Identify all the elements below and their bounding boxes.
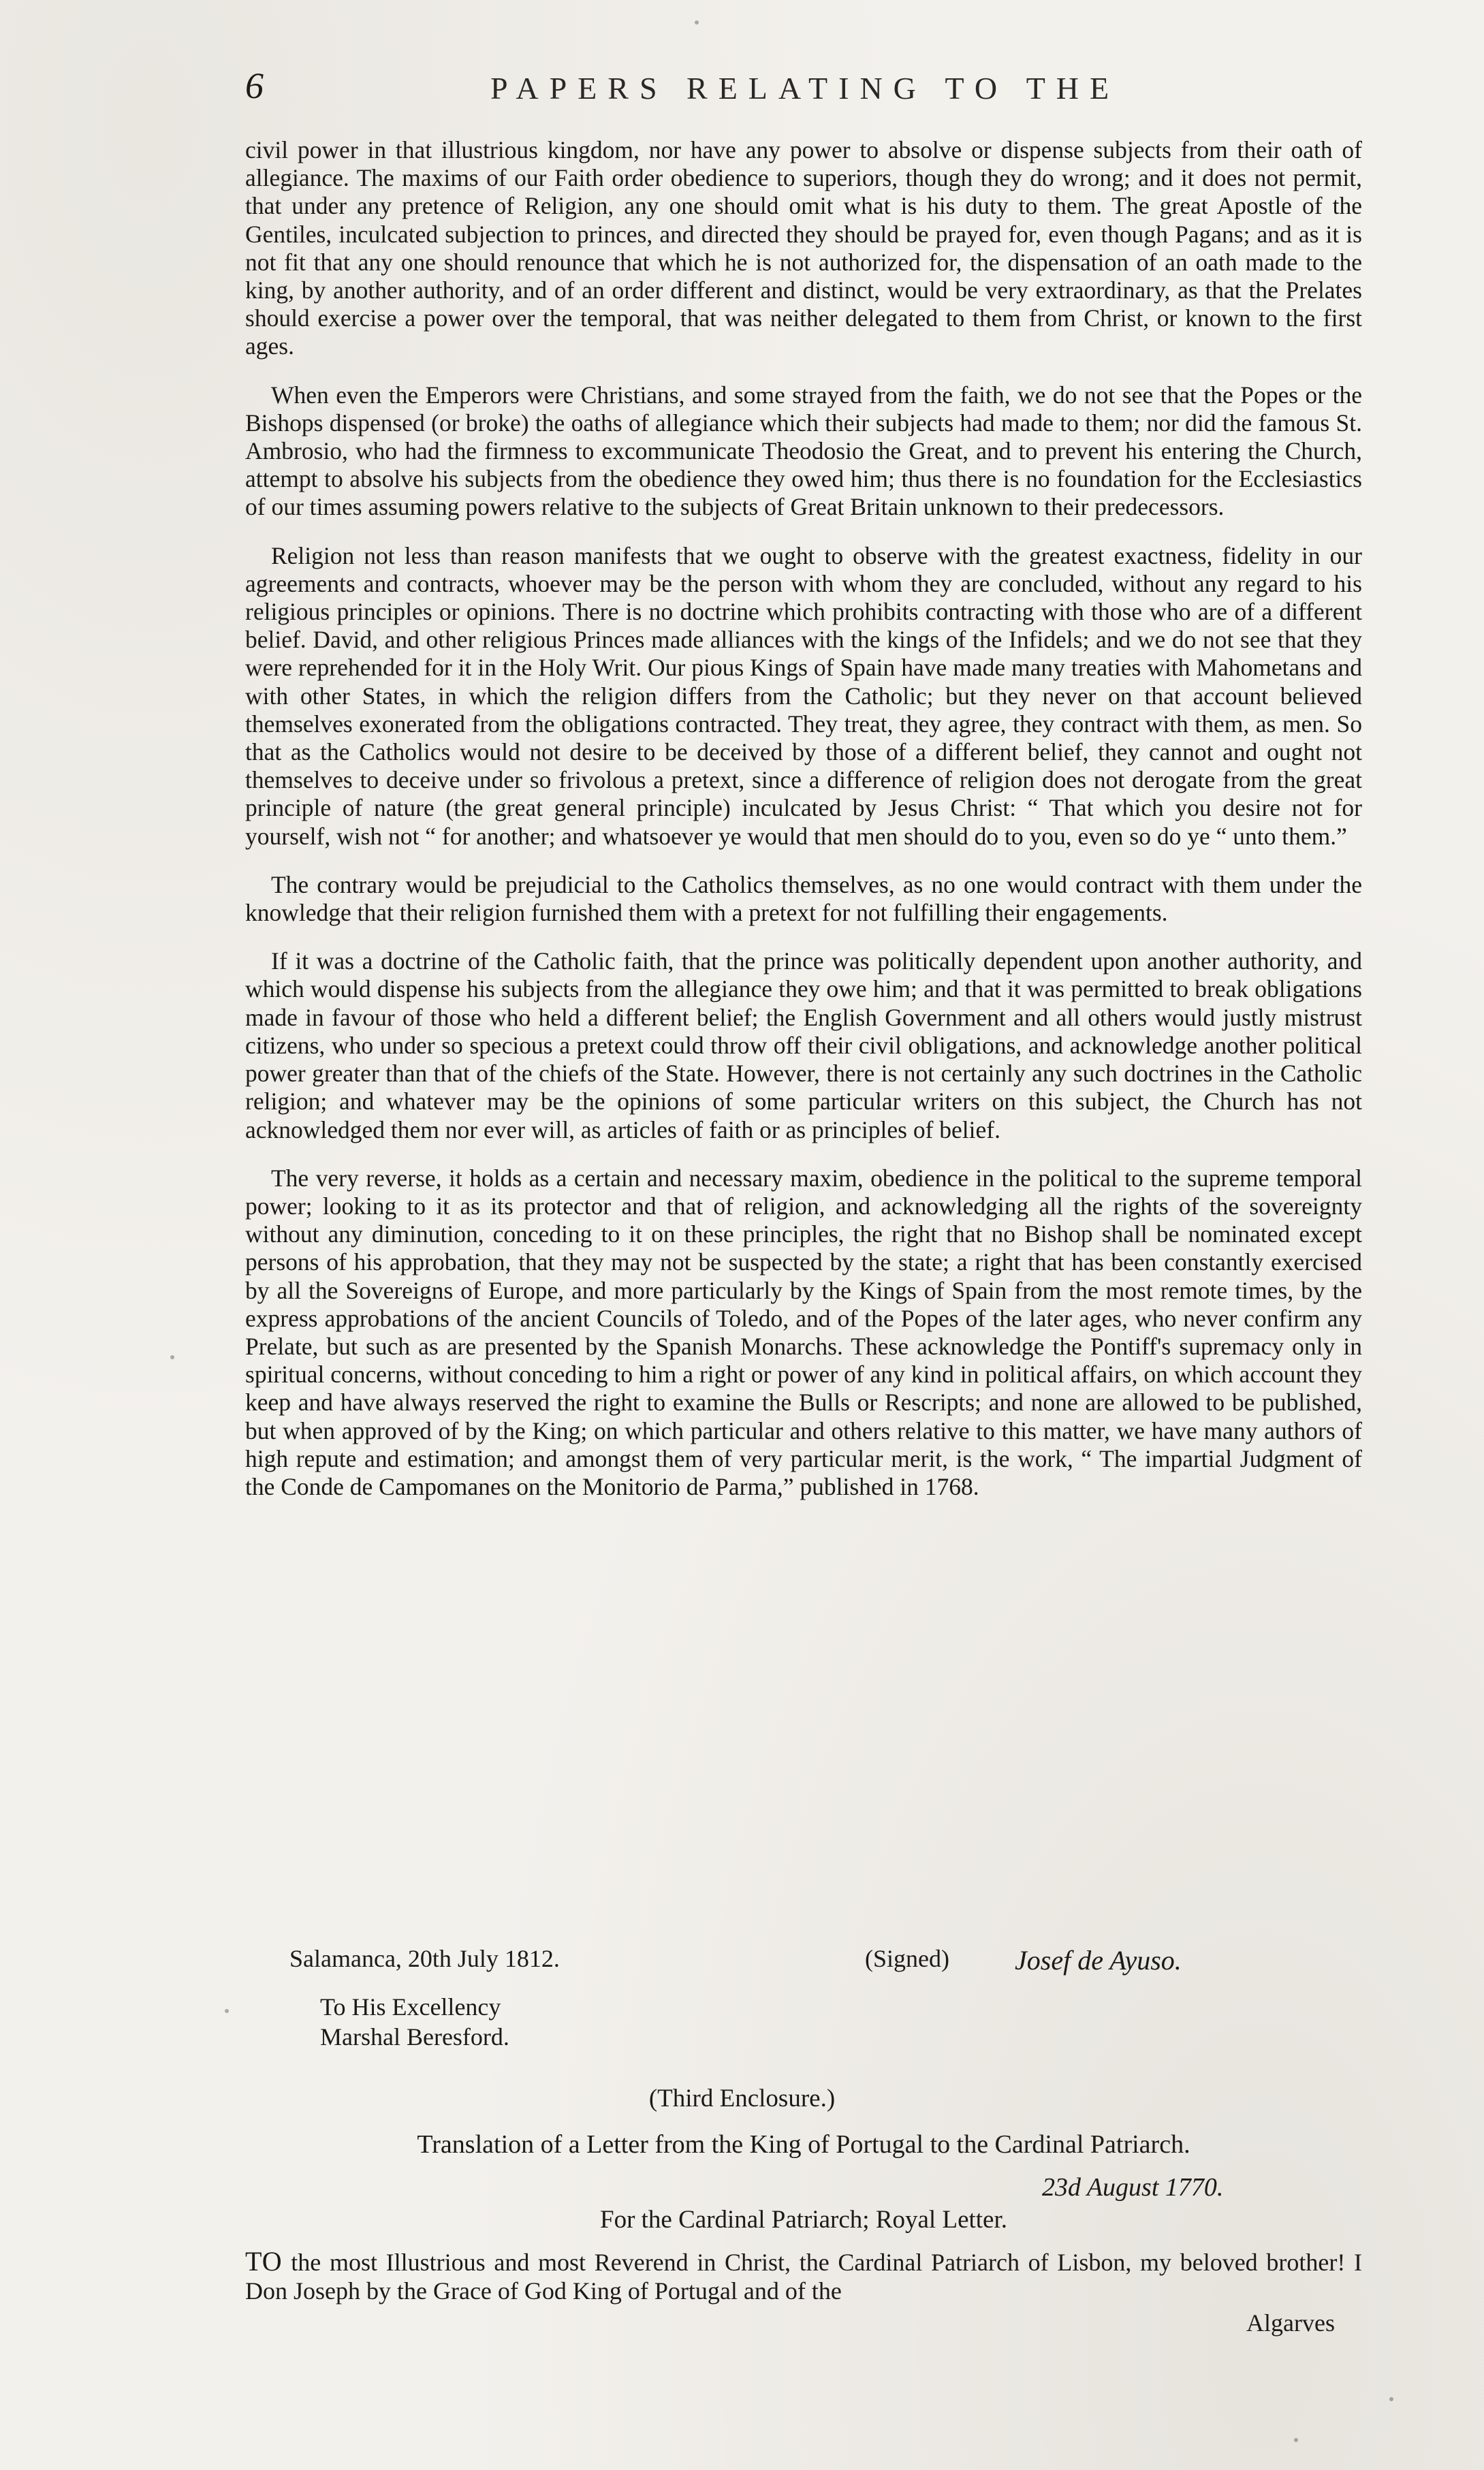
signature-name: Josef de Ayuso. (1015, 1945, 1182, 1976)
enclosure-title: (Third Enclosure.) (648, 2085, 836, 2112)
addressee-line-2: Marshal Beresford. (320, 2023, 509, 2051)
signature-block (245, 1944, 1362, 1977)
paragraph-reverse: The very reverse, it holds as a certain and necessary maxim, obedience in the political to the supreme temporal power; looking to it as its protector and that of religion, and acknowledging all the rights of the sovereignty without any diminution, conceding to it on these principles, the right that no Bishop shall be nominated except persons of his approbation, that they may not be suspected by the state; a right that has been constantly exercised by all the Sovereigns of Europe, and more particularly by the Kings of Spain from the most remote times, by the express approbations of the ancient Councils of Toledo, and of the Popes of the later ages, who never confirm any Prelate, but such as are presented by the Spanish Monarchs. These acknowledge the Pontiff's supremacy only in spiritual concerns, without conceding to him a right or power of any kind in political affairs, on which account they keep and have always reserved the right to examine the Bulls or Rescripts; and none are allowed to be published, but when approved of by the King; on which particular and others relative to this matter, we have many authors of high repute and estimation; and amongst them of very particular merit, is the work, “ The impartial Judgment of the Conde de Campomanes on the Monitorio de Parma,” published in 1768. (245, 1164, 1362, 1500)
paper-speck (695, 20, 699, 25)
paragraph-continuation: civil power in that illustrious kingdom, nor have any power to absolve or dispense subjects from their oath of allegiance. The maxims of our Faith order obedience to superiors, though they do wrong; and it does not permit, that under any pretence of Religion, any one should omit what is his duty to them. The great Apostle of the Gentiles, inculcated subjection to princes, and directed they should be prayed for, even though Pagans; and as it is not fit that any one should renounce that which he is not authorized for, the dispensation of an oath made to the king, by another authority, and of an order different and distinct, would be very extraordinary, as that the Prelates should exercise a power over the temporal, that was neither delegated to them from Christ, or known to the first ages. (245, 136, 1362, 360)
running-head (245, 65, 1348, 112)
page-number: 6 (245, 65, 265, 106)
signature-place-date: Salamanca, 20th July 1812. (289, 1945, 560, 1972)
letter-opening (245, 2247, 1362, 2305)
signature-line (245, 1944, 1362, 1977)
paper-speck (1294, 2438, 1298, 2442)
catchword: Algarves (1246, 2309, 1335, 2337)
paper-speck (1389, 2397, 1393, 2401)
letter-title: Translation of a Letter from the King of Portugal to the Cardinal Patriarch. (417, 2130, 1190, 2159)
paper-speck (225, 2009, 229, 2013)
addressee-line-1: To His Excellency (320, 1993, 501, 2021)
letter-opening-lead: TO (245, 2246, 283, 2277)
paragraph-contrary: The contrary would be prejudicial to the Catholics themselves, as no one would contract with them under the knowledge that their religion furnished them with a pretext for not fulfilling their engagements. (245, 870, 1362, 927)
body-text (245, 136, 1362, 1521)
paragraph-doctrine: If it was a doctrine of the Catholic faith, that the prince was politically dependent upon another authority, and which would dispense his subjects from the allegiance they owe him; and that it was permitted to break obligations made in favour of those who held a different belief; the English Government and all others would justly mistrust citizens, who under so specious a pretext could throw off their civil obligations, and acknowledge another political power greater than that of the chiefs of the State. However, there is not certainly any such doctrines in the Catholic religion; and whatever may be the opinions of some particular writers on this subject, the Church has not acknowledged them nor ever will, as articles of faith or as principles of belief. (245, 947, 1362, 1143)
running-head-title: PAPERS RELATING TO THE (490, 71, 1120, 106)
letter-date: 23d August 1770. (1042, 2173, 1224, 2202)
paragraph-emperors: When even the Emperors were Christians, and some strayed from the faith, we do not see that the Popes or the Bishops dispensed (or broke) the oaths of allegiance which their subjects had made to them; nor did the famous St. Ambrosio, who had the firmness to excommunicate Theodosio the Great, and to prevent his entering the Church, attempt to absolve his subjects from the obedience they owed him; thus there is no foundation for the Ecclesiastics of our times assuming powers relative to the subjects of Great Britain unknown to their predecessors. (245, 381, 1362, 521)
letter-subhead: For the Cardinal Patriarch; Royal Letter. (600, 2206, 1007, 2234)
paragraph-religion: Religion not less than reason manifests that we ought to observe with the greatest exactness, fidelity in our agreements and contracts, whoever may be the person with whom they are concluded, without any regard to his religious principles or opinions. There is no doctrine which prohibits contracting with those who are of a different belief. David, and other religious Princes made alliances with the kings of the Infidels; and we do not see that they were reprehended for it in the Holy Writ. Our pious Kings of Spain have made many treaties with Mahometans and with other States, in which the religion differs from the Catholic; but they never on that account believed themselves exonerated from the obligations contracted. They treat, they agree, they contract with them, as men. So that as the Catholics would not desire to be deceived by those of a different belief, they cannot and ought not themselves to deceive under so frivolous a pretext, since a difference of religion does not derogate from the great principle of nature (the great general principle) inculcated by Jesus Christ: “ That which you desire not for yourself, wish not “ for another; and whatsoever ye would that men should do to you, even so do ye “ unto them.” (245, 541, 1362, 850)
paper-speck (170, 1355, 174, 1359)
letter-opening-text: the most Illustrious and most Reverend in Christ, the Cardinal Patriarch of Lisbon, my beloved brother! I Don Joseph by the Grace of God King of Portugal and of the (245, 2249, 1362, 2305)
addressee (320, 1992, 509, 2052)
signature-signed-label: (Signed) (865, 1945, 949, 1972)
